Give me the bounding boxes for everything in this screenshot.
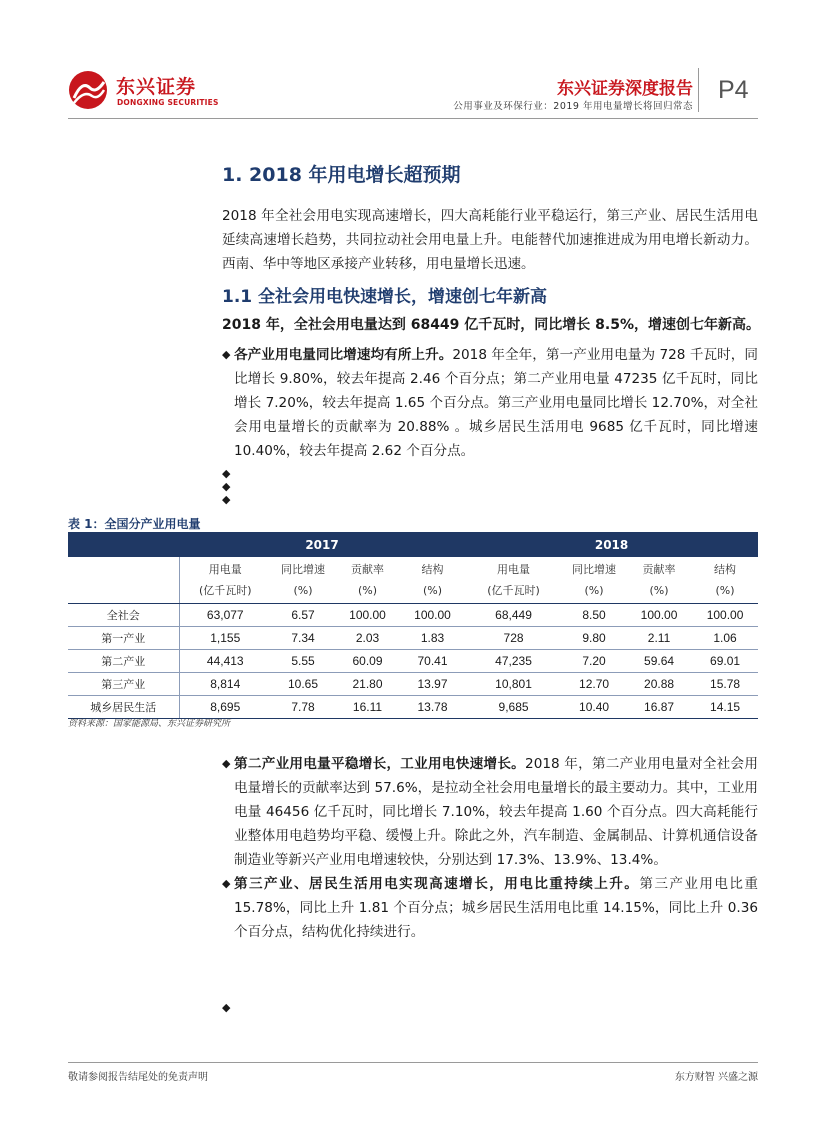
- table-cell: 2.03: [335, 627, 400, 650]
- year-header-2017: 2017: [179, 532, 465, 557]
- table-cell: 728: [465, 627, 562, 650]
- logo-brand-en: DONGXING SECURITIES: [117, 98, 219, 107]
- table-cell: 8,814: [179, 673, 271, 696]
- table-header-blank: [68, 557, 179, 604]
- report-subtitle: 公用事业及环保行业：2019 年用电量增长将回归常态: [453, 101, 693, 112]
- table-cell: 9.80: [562, 627, 626, 650]
- section-1-1-title: 1.1 全社会用电快速增长，增速创七年新高: [222, 287, 548, 307]
- column-header: 贡献率 (%): [335, 557, 400, 604]
- table-cell: 8.50: [562, 604, 626, 627]
- table-cell: 6.57: [271, 604, 335, 627]
- table-cell: 5.55: [271, 650, 335, 673]
- column-header: 用电量 (亿千瓦时): [179, 557, 271, 604]
- table-cell: 20.88: [626, 673, 692, 696]
- table-cell: 100.00: [692, 604, 758, 627]
- bullet-item-3: [222, 872, 758, 944]
- table-row: [68, 604, 758, 627]
- table-cell: 13.78: [400, 696, 465, 719]
- column-header: 同比增速 (%): [271, 557, 335, 604]
- table-cell: 10,801: [465, 673, 562, 696]
- footer-disclaimer: 敬请参阅报告结尾处的免责声明: [68, 1072, 208, 1083]
- table-cell: 15.78: [692, 673, 758, 696]
- header-rule: [68, 118, 758, 119]
- row-label: 全社会: [68, 604, 179, 627]
- row-label: 第二产业: [68, 650, 179, 673]
- row-label: 城乡居民生活: [68, 696, 179, 719]
- table-cell: 59.64: [626, 650, 692, 673]
- column-header: 结构 (%): [400, 557, 465, 604]
- report-title: 东兴证券深度报告: [557, 79, 693, 99]
- table-row: [68, 673, 758, 696]
- company-logo: [68, 68, 248, 112]
- column-header: 用电量 (亿千瓦时): [465, 557, 562, 604]
- table-cell: 100.00: [400, 604, 465, 627]
- table-cell: 7.78: [271, 696, 335, 719]
- footer-slogan: 东方财智 兴盛之源: [674, 1072, 758, 1083]
- table-corner-cell: [68, 532, 179, 557]
- table-cell: 16.11: [335, 696, 400, 719]
- section-1-paragraph: 2018 年全社会用电实现高速增长，四大高耗能行业平稳运行，第三产业、居民生活用电延续高速增长趋势，共同拉动社会用电量上升。电能替代加速推进成为用电增长新动力。西南、华中等地区承接产业转移，用电量增长迅速。: [222, 208, 758, 272]
- table-cell: 70.41: [400, 650, 465, 673]
- table-cell: 63,077: [179, 604, 271, 627]
- row-label: 第三产业: [68, 673, 179, 696]
- bullet-2-heading: 第二产业用电量平稳增长，工业用电快速增长。: [234, 756, 526, 772]
- column-header: 贡献率 (%): [626, 557, 692, 604]
- column-header: 结构 (%): [692, 557, 758, 604]
- table-row: [68, 627, 758, 650]
- diamond-bullet-icon: ◆: [222, 493, 231, 506]
- bullet-item-2: [222, 752, 758, 872]
- table-cell: 14.15: [692, 696, 758, 719]
- table-cell: 10.40: [562, 696, 626, 719]
- table-cell: 44,413: [179, 650, 271, 673]
- diamond-bullet-icon: ◆: [222, 480, 231, 493]
- bullet-1-heading: 各产业用电量同比增速均有所上升。: [234, 347, 453, 363]
- row-label: 第一产业: [68, 627, 179, 650]
- header-divider: [698, 68, 699, 112]
- table-cell: 7.20: [562, 650, 626, 673]
- bullet-item-1: [222, 343, 758, 463]
- table-cell: 1,155: [179, 627, 271, 650]
- table-cell: 47,235: [465, 650, 562, 673]
- table-cell: 16.87: [626, 696, 692, 719]
- table-cell: 68,449: [465, 604, 562, 627]
- bullet-3-heading: 第三产业、居民生活用电实现高速增长，用电比重持续上升。: [234, 876, 640, 892]
- page-number: P4: [718, 76, 749, 104]
- section-1-1-lead: 2018 年，全社会用电量达到 68449 亿千瓦时，同比增长 8.5%，增速创七年新高。: [222, 317, 760, 333]
- table-year-row: [68, 532, 758, 557]
- table-cell: 2.11: [626, 627, 692, 650]
- table-cell: 7.34: [271, 627, 335, 650]
- diamond-bullet-icon: ◆: [222, 757, 231, 770]
- table-cell: 60.09: [335, 650, 400, 673]
- table-source-note: 资料来源：国家能源局、东兴证券研究所: [68, 719, 231, 729]
- table-caption: 表 1：全国分产业用电量: [68, 517, 201, 531]
- table-cell: 13.97: [400, 673, 465, 696]
- footer-rule: [68, 1062, 758, 1063]
- diamond-bullet-icon: ◆: [222, 348, 231, 361]
- table-row: [68, 650, 758, 673]
- table-cell: 100.00: [626, 604, 692, 627]
- logo-brand-cn: 东兴证券: [116, 76, 197, 98]
- table-cell: 21.80: [335, 673, 400, 696]
- table-cell: 69.01: [692, 650, 758, 673]
- table-column-header-row: [68, 557, 758, 604]
- table-cell: 9,685: [465, 696, 562, 719]
- table-cell: 100.00: [335, 604, 400, 627]
- year-header-2018: 2018: [465, 532, 758, 557]
- table-cell: 1.06: [692, 627, 758, 650]
- diamond-bullet-icon: ◆: [222, 1001, 231, 1014]
- table-cell: 10.65: [271, 673, 335, 696]
- logo-emblem-icon: [68, 68, 112, 112]
- electricity-consumption-table: [68, 532, 758, 719]
- bullet-2-text: 2018 年，第二产业用电量对全社会用电量增长的贡献率达到 57.6%，是拉动全社会用电量增长的最主要动力。其中，工业用电量 46456 亿千瓦时，同比增长 7.10%，较去年提高 1.60 个百分点。四大高耗能行业整体用电趋势均平稳、缓慢上升。除此之外，汽车制造、金属制品、计算机通信设备制造业等新兴产业用电增速较快，分别达到 17.3%、13.9%、13.4%。: [234, 756, 758, 868]
- table-cell: 8,695: [179, 696, 271, 719]
- diamond-bullet-icon: ◆: [222, 467, 231, 480]
- table-cell: 1.83: [400, 627, 465, 650]
- column-header: 同比增速 (%): [562, 557, 626, 604]
- table-cell: 12.70: [562, 673, 626, 696]
- bullet-1-text: 2018 年全年，第一产业用电量为 728 千瓦时，同比增长 9.80%，较去年提高 2.46 个百分点；第二产业用电量 47235 亿千瓦时，同比增长 7.20%，较去年提高 1.65 个百分点。第三产业用电量同比增长 12.70%，对全社会用电量增长的贡献率为 20.88% 。城乡居民生活用电 9685 亿千瓦时，同比增速 10.40%，较去年提高 2.62 个百分点。: [234, 347, 758, 459]
- bullet-3-text: 第三产业用电比重 15.78%，同比上升 1.81 个百分点；城乡居民生活用电比重 14.15%，同比上升 0.36 个百分点，结构优化持续进行。: [234, 876, 759, 940]
- diamond-bullet-icon: ◆: [222, 877, 231, 890]
- section-1-title: 1. 2018 年用电增长超预期: [222, 164, 461, 186]
